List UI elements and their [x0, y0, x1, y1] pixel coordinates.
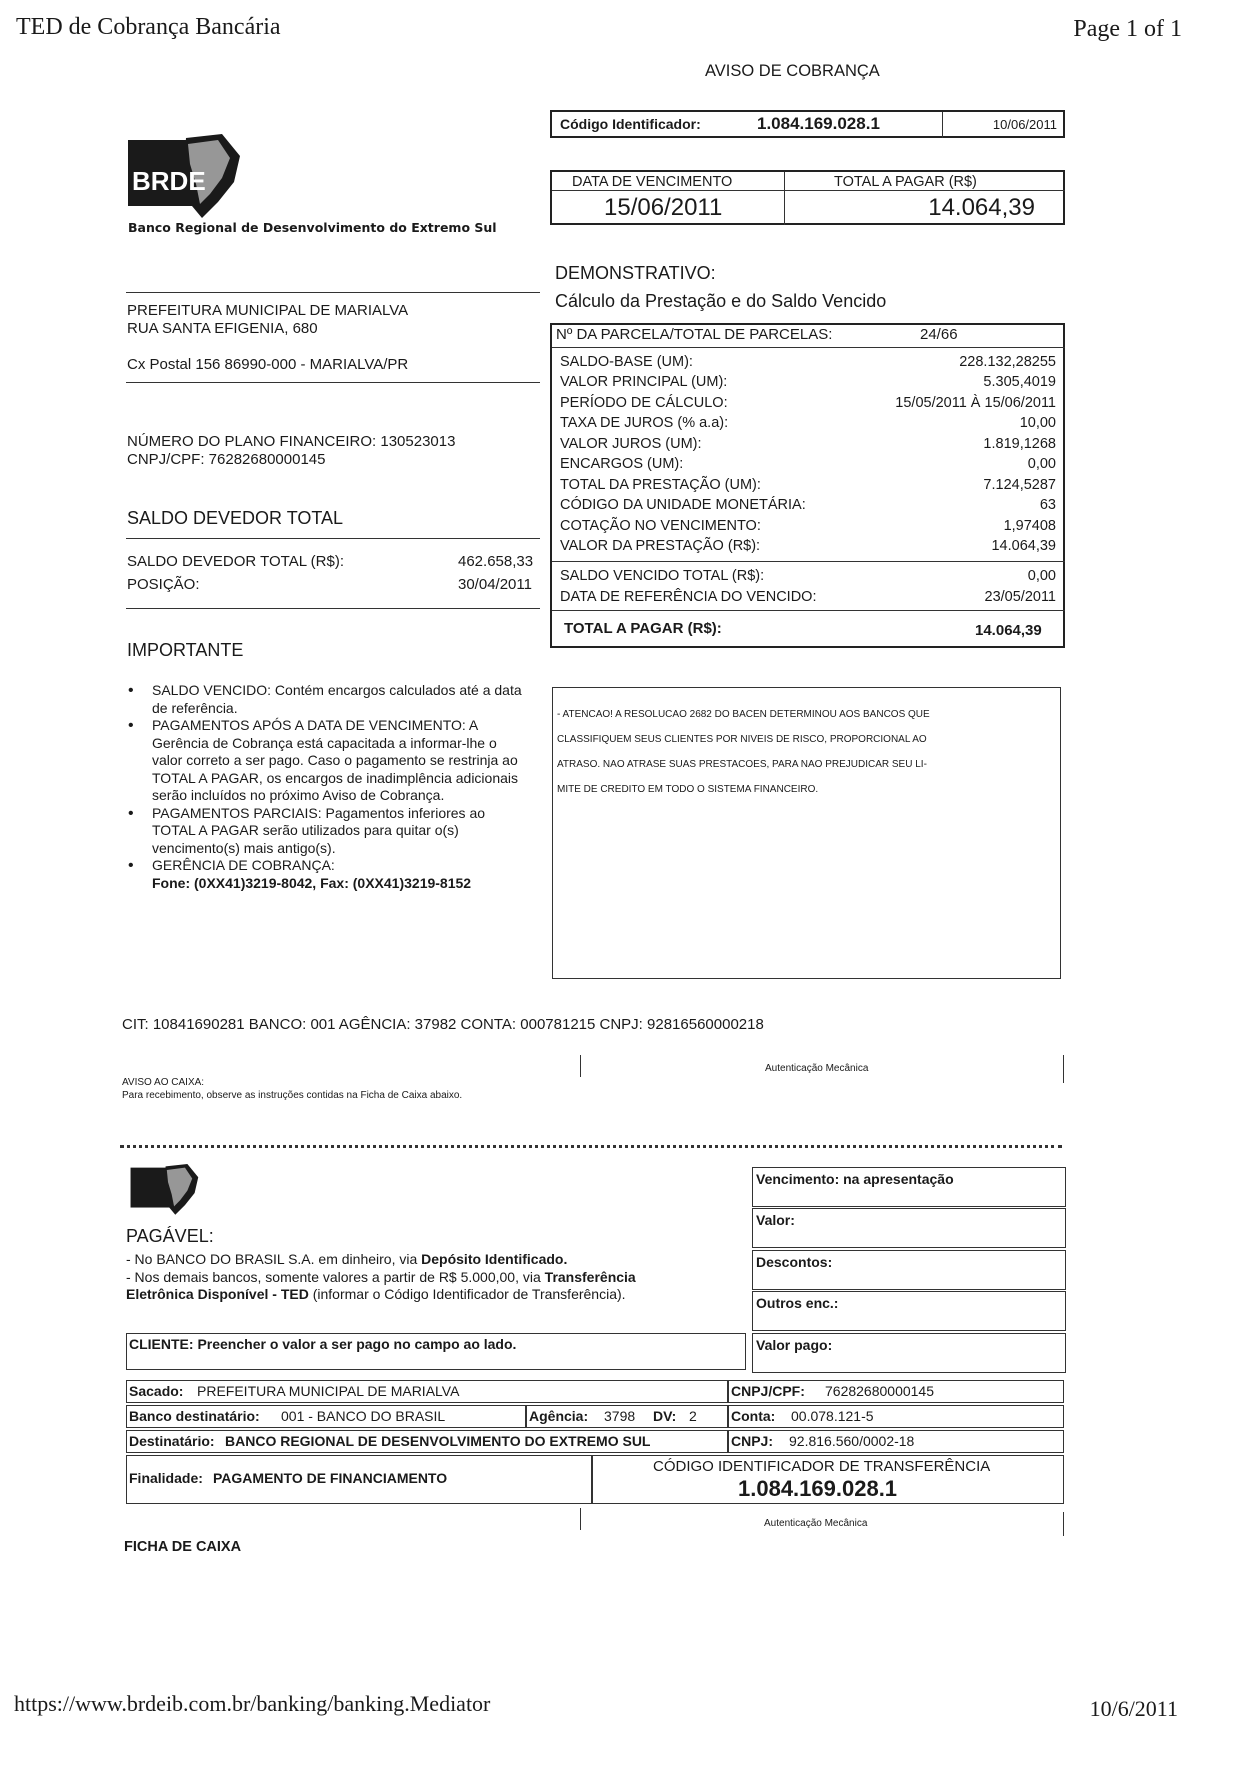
valor-pago-field[interactable]: Valor pago: — [752, 1333, 1066, 1373]
calc-row: TAXA DE JUROS (% a.a): 10,00 — [560, 415, 1056, 431]
valor-field[interactable]: Valor: — [752, 1208, 1066, 1248]
demo-total-label: TOTAL A PAGAR (R$): — [564, 620, 722, 637]
importante-heading: IMPORTANTE — [127, 640, 244, 660]
importante-item: • PAGAMENTOS PARCIAIS: Pagamentos inferiores ao TOTAL A PAGAR serão utilizados para quitar o(s) vencimento(s) mais antigo(s). — [128, 805, 524, 858]
calc-row: CÓDIGO DA UNIDADE MONETÁRIA: 63 — [560, 497, 1056, 513]
bank-name: Banco Regional de Desenvolvimento do Extremo Sul — [128, 220, 497, 235]
importante-item: • PAGAMENTOS APÓS A DATA DE VENCIMENTO: A Gerência de Cobrança está capacitada a informar-lhe o valor correto a ser pago. Caso o pagamento se restrinja ao TOTAL A PAGAR, os encargos de inadimplência adicionais serão incluídos no próximo Aviso de Cobrança. — [128, 717, 524, 805]
auth-label-2: Autenticação Mecânica — [764, 1518, 868, 1529]
calc-row: PERÍODO DE CÁLCULO: 15/05/2011 À 15/06/2011 — [560, 395, 1056, 411]
due-total-box — [550, 170, 1065, 225]
notice-line: ATRASO. NAO ATRASE SUAS PRESTACOES, PARA NAO PREJUDICAR SEU LI- — [557, 759, 927, 770]
calc-row: ENCARGOS (UM): 0,00 — [560, 456, 1056, 472]
account-line: CIT: 10841690281 BANCO: 001 AGÊNCIA: 37982 CONTA: 000781215 CNPJ: 92816560000218 — [122, 1016, 764, 1033]
cliente-note-box — [126, 1333, 746, 1370]
saldo-total-value: 462.658,33 — [458, 553, 534, 570]
logo-text: BRDE — [132, 166, 206, 196]
notice-line: CLASSIFIQUEM SEUS CLIENTES POR NIVEIS DE RISCO, PROPORCIONAL AO — [557, 734, 927, 745]
pagavel-heading: PAGÁVEL: — [126, 1226, 214, 1246]
client-name: PREFEITURA MUNICIPAL DE MARIALVA — [127, 302, 409, 319]
vencimento-field: Vencimento: na apresentação — [752, 1167, 1066, 1207]
page-title: TED de Cobrança Bancária — [16, 14, 281, 40]
calc-row: VALOR PRINCIPAL (UM): 5.305,4019 — [560, 374, 1056, 390]
notice-line: - ATENCAO! A RESOLUCAO 2682 DO BACEN DETERMINOU AOS BANCOS QUE — [557, 709, 930, 720]
saldo-total-label: SALDO DEVEDOR TOTAL (R$): — [127, 553, 344, 570]
importante-list — [128, 682, 524, 892]
aviso-caixa-text: Para recebimento, observe as instruções contidas na Ficha de Caixa abaixo. — [122, 1090, 463, 1101]
conta-cell: Conta: 00.078.121-5 — [728, 1405, 1064, 1428]
print-date: 10/6/2011 — [1089, 1696, 1178, 1721]
banco-row: Banco destinatário: 001 - BANCO DO BRASIL — [126, 1405, 526, 1428]
calc-row: SALDO-BASE (UM): 228.132,28255 — [560, 354, 1056, 370]
sacado-cnpj-cell: CNPJ/CPF: 76282680000145 — [728, 1380, 1064, 1403]
notice-title: AVISO DE COBRANÇA — [705, 62, 880, 80]
due-value: 15/06/2011 — [604, 194, 723, 221]
reference-row: DATA DE REFERÊNCIA DO VENCIDO: 23/05/2011 — [560, 589, 1056, 605]
plan-number: NÚMERO DO PLANO FINANCEIRO: 130523013 — [127, 433, 456, 450]
page-number: Page 1 of 1 — [1073, 16, 1182, 42]
ficha-logo — [126, 1164, 204, 1216]
total-label: TOTAL A PAGAR (R$) — [834, 174, 977, 190]
auth-label: Autenticação Mecânica — [765, 1063, 869, 1074]
brde-logo-icon — [126, 1164, 204, 1216]
calc-row: COTAÇÃO NO VENCIMENTO: 1,97408 — [560, 518, 1056, 534]
importante-item: • GERÊNCIA DE COBRANÇA: — [128, 857, 524, 875]
due-label: DATA DE VENCIMENTO — [572, 174, 733, 190]
total-value: 14.064,39 — [928, 194, 1035, 221]
page-url: https://www.brdeib.com.br/banking/banking.Mediator — [14, 1691, 491, 1716]
code-value: 1.084.169.028.1 — [757, 114, 880, 133]
demonstrativo-subheading: Cálculo da Prestação e do Saldo Vencido — [555, 291, 887, 311]
calc-row: VALOR JUROS (UM): 1.819,1268 — [560, 436, 1056, 452]
calc-row: TOTAL DA PRESTAÇÃO (UM): 7.124,5287 — [560, 477, 1056, 493]
outros-enc-field[interactable]: Outros enc.: — [752, 1291, 1066, 1331]
codigo-cell: CÓDIGO IDENTIFICADOR DE TRANSFERÊNCIA 1.084.169.028.1 — [592, 1455, 1064, 1504]
transfer-code: 1.084.169.028.1 — [738, 1476, 898, 1501]
dest-cnpj-cell: CNPJ: 92.816.560/0002-18 — [728, 1430, 1064, 1453]
vencido-row: SALDO VENCIDO TOTAL (R$): 0,00 — [560, 568, 1056, 584]
code-label: Código Identificador: — [560, 116, 701, 132]
aviso-caixa-title: AVISO AO CAIXA: — [122, 1077, 205, 1088]
brde-logo-icon — [126, 134, 244, 220]
importante-item: • SALDO VENCIDO: Contém encargos calculados até a data de referência. — [128, 682, 524, 717]
client-cnpj: CNPJ/CPF: 76282680000145 — [127, 451, 326, 468]
demo-total-value: 14.064,39 — [975, 622, 1042, 639]
finalidade-cell: Finalidade: PAGAMENTO DE FINANCIAMENTO — [126, 1455, 592, 1504]
notice-box — [552, 687, 1061, 979]
issue-date: 10/06/2011 — [992, 117, 1057, 132]
calc-row: VALOR DA PRESTAÇÃO (R$): 14.064,39 — [560, 538, 1056, 554]
saldo-heading: SALDO DEVEDOR TOTAL — [127, 508, 344, 528]
sacado-row: Sacado: PREFEITURA MUNICIPAL DE MARIALVA — [126, 1380, 728, 1403]
ficha-footer: FICHA DE CAIXA — [124, 1539, 242, 1555]
position-label: POSIÇÃO: — [127, 576, 200, 593]
bank-logo — [126, 134, 244, 220]
payment-fields — [752, 1167, 1066, 1373]
parcela-label: Nº DA PARCELA/TOTAL DE PARCELAS: — [556, 326, 833, 343]
code-box — [550, 110, 1065, 138]
destinatario-row: Destinatário: BANCO REGIONAL DE DESENVOLVIMENTO DO EXTREMO SUL — [126, 1430, 728, 1453]
agencia-cell: Agência: 3798 DV: 2 — [526, 1405, 728, 1428]
position-value: 30/04/2011 — [458, 576, 532, 593]
pagavel-text: - No BANCO DO BRASIL S.A. em dinheiro, via Depósito Identificado. - Nos demais bancos, somente valores a partir de R$ 5.000,00, via Transferência Eletrônica Disponível - TED (informar o Código Identificador de Transferência). — [126, 1251, 636, 1302]
parcela-value: 24/66 — [920, 326, 958, 343]
cut-line — [120, 1145, 1062, 1148]
descontos-field[interactable]: Descontos: — [752, 1250, 1066, 1290]
demonstrativo-heading: DEMONSTRATIVO: — [555, 263, 716, 283]
client-postal: Cx Postal 156 86990-000 - MARIALVA/PR — [127, 356, 409, 373]
client-street: RUA SANTA EFIGENIA, 680 — [127, 320, 318, 337]
contact-phone: Fone: (0XX41)3219-8042, Fax: (0XX41)3219-8152 — [152, 874, 472, 891]
cliente-note: CLIENTE: Preencher o valor a ser pago no campo ao lado. — [129, 1336, 517, 1352]
notice-line: MITE DE CREDITO EM TODO O SISTEMA FINANCEIRO. — [557, 784, 819, 795]
